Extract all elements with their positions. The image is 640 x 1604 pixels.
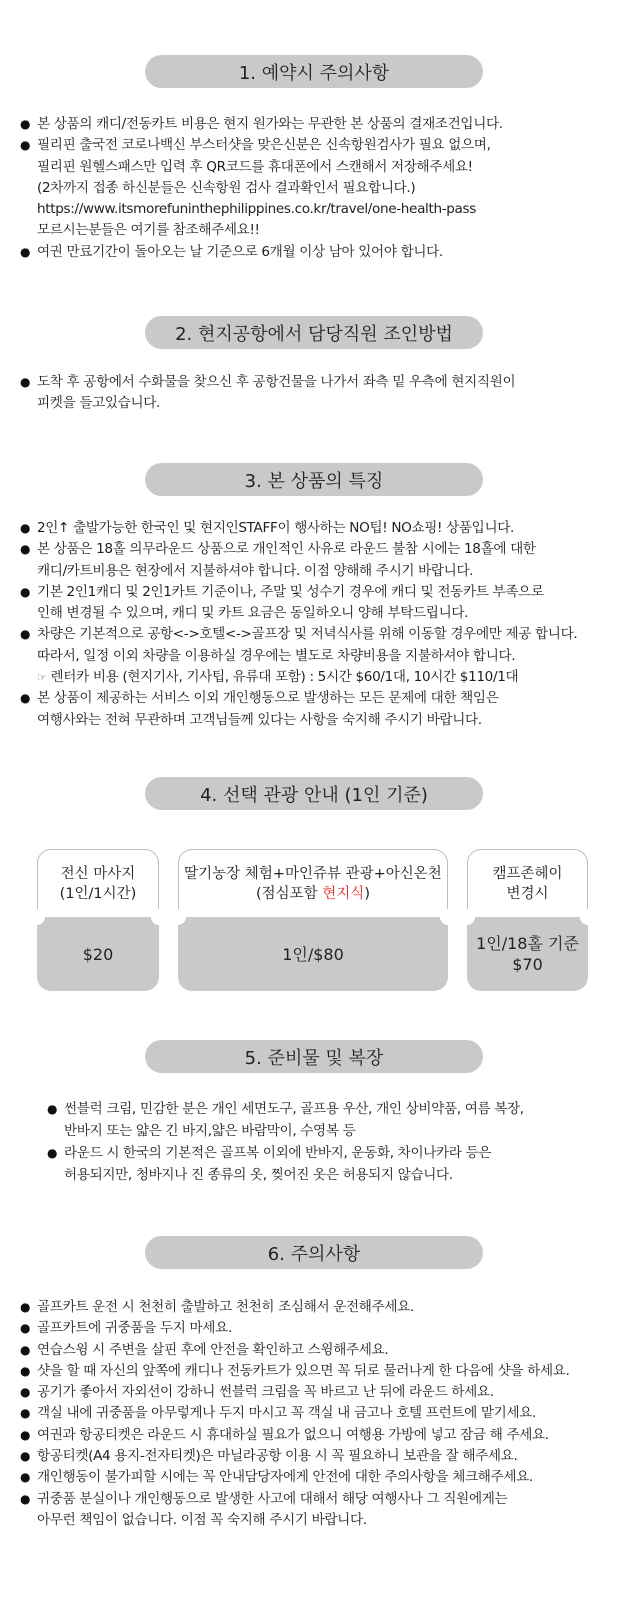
one-health-pass-link[interactable]: https://www.itsmorefuninthephilippines.co.kr/travel/one-health-pass bbox=[37, 201, 477, 218]
list-item: ● 귀중품 분실이나 개인행동으로 발생한 사고에 대해서 해당 여행사나 그 직원에게는 아무런 책임이 없습니다. 이점 꼭 숙지해 주시기 바랍니다. bbox=[20, 1489, 624, 1532]
list-item: ● 도착 후 공항에서 수화물을 찾으신 후 공항건물을 나가서 좌측 밑 우측에 현지직원이 피켓을 들고있습니다. bbox=[20, 372, 624, 415]
list-item: ● 골프카트에 귀중품을 두지 마세요. bbox=[20, 1318, 624, 1339]
option-card-strawberry-farm bbox=[178, 849, 448, 991]
option-detail: (점심포함 현지식) bbox=[256, 885, 370, 902]
list-item: ● 여권과 항공티켓은 라운드 시 휴대하실 필요가 없으니 여행용 가방에 넣고 잠금 해 주세요. bbox=[20, 1425, 624, 1446]
list-item: ● 객실 내에 귀중품을 아무렇게나 두지 마시고 꼭 객실 내 금고나 호텔 프런트에 맡기세요. bbox=[20, 1403, 624, 1424]
section-4-title: 4. 선택 관광 안내 (1인 기준) bbox=[145, 777, 483, 810]
list-item: ● 차량은 기본적으로 공항<->호텔<->골프장 및 저녁식사를 위해 이동할 경우에만 제공 합니다. 따라서, 일정 이외 차량을 이용하실 경우에는 별도로 차량비용을 지불하셔야 합니다. bbox=[20, 624, 624, 667]
list-item: ● 필리핀 출국전 코로나백신 부스터샷을 맞은신분은 신속항원검사가 필요 없으며, 필리핀 원헬스패스만 입력 후 QR코드를 휴대폰에서 스캔해서 저장해주세요! (2차까지 접종 하신분들은 신속항원 검사 결과확인서 필요합니다.) https://www.itsmorefuninthephilippines.co.kr/travel/one-health-pass 모르시는분들은 여기를 참조해주세요!! bbox=[20, 135, 624, 241]
option-name: 전신 마사지 bbox=[60, 865, 136, 882]
option-name: 캠프존헤이 bbox=[492, 865, 563, 882]
list-item: ● 연습스윙 시 주변을 살핀 후에 안전을 확인하고 스윙해주세요. bbox=[20, 1340, 624, 1361]
list-item: ● 여권 만료기간이 돌아오는 날 기준으로 6개월 이상 남아 있어야 합니다. bbox=[20, 242, 624, 263]
option-price: 1인/18홀 기준 bbox=[476, 934, 579, 953]
option-card-camp-john-hay bbox=[467, 849, 588, 991]
list-subitem: ☞ 렌터카 비용 (현지기사, 기사팁, 유류대 포함) : 5시간 $60/1대, 10시간 $110/1대 bbox=[37, 669, 519, 686]
section-6-list bbox=[20, 1297, 624, 1531]
list-item: ● 본 상품은 18홀 의무라운드 상품으로 개인적인 사유로 라운드 불참 시에는 18홀에 대한 캐디/카트비용은 현장에서 지불하셔야 합니다. 이점 양해해 주시기 바랍니다. bbox=[20, 539, 624, 582]
option-price: 1인/$80 bbox=[282, 944, 344, 964]
section-3-list bbox=[20, 518, 624, 731]
option-card-massage bbox=[37, 849, 159, 991]
option-name: 딸기농장 체험+마인쥬뷰 관광+아신온천 bbox=[184, 865, 442, 882]
section-1-list bbox=[20, 114, 624, 263]
list-item: ● 기본 2인1캐디 및 2인1카트 기준이나, 주말 및 성수기 경우에 캐디 및 전동카트 부족으로 인해 변경될 수 있으며, 캐디 및 카트 요금은 동일하오니 양해 부탁드립니다. bbox=[20, 582, 624, 625]
list-item: ● 골프카트 운전 시 천천히 출발하고 천천히 조심해서 운전해주세요. bbox=[20, 1297, 624, 1318]
option-detail: (1인/1시간) bbox=[59, 885, 137, 902]
section-1-title: 1. 예약시 주의사항 bbox=[145, 55, 483, 88]
list-item: ● 썬블럭 크림, 민감한 분은 개인 세면도구, 골프용 우산, 개인 상비약품, 여름 복장, 반바지 또는 얇은 긴 바지,얇은 바람막이, 수영복 등 bbox=[47, 1098, 624, 1142]
list-item: ● 항공티켓(A4 용지-전자티켓)은 마닐라공항 이용 시 꼭 필요하니 보관을 잘 해주세요. bbox=[20, 1446, 624, 1467]
section-2-list bbox=[20, 372, 624, 415]
section-5-list bbox=[47, 1098, 624, 1186]
list-item: ● 공기가 좋아서 자외선이 강하니 썬블럭 크림을 꼭 바르고 난 뒤에 라운드 하세요. bbox=[20, 1382, 624, 1403]
section-2-title: 2. 현지공항에서 담당직원 조인방법 bbox=[145, 316, 483, 349]
pointing-hand-icon: ☞ bbox=[37, 671, 47, 685]
list-item: ● 본 상품의 캐디/전동카트 비용은 현지 원가와는 무관한 본 상품의 결재조건입니다. bbox=[20, 114, 624, 135]
list-item: ● 샷을 할 때 자신의 앞쪽에 캐디나 전동카트가 있으면 꼭 뒤로 물러나게 한 다음에 샷을 하세요. bbox=[20, 1361, 624, 1382]
list-item: ● 개인행동이 불가피할 시에는 꼭 안내담당자에게 안전에 대한 주의사항을 체크해주세요. bbox=[20, 1467, 624, 1488]
option-detail: 변경시 bbox=[506, 885, 549, 902]
option-price: $20 bbox=[82, 944, 114, 964]
section-3-title: 3. 본 상품의 특징 bbox=[145, 463, 483, 496]
section-5-title: 5. 준비물 및 복장 bbox=[145, 1040, 483, 1073]
section-6-title: 6. 주의사항 bbox=[145, 1236, 483, 1269]
option-price-amount: $70 bbox=[512, 955, 543, 974]
list-item: ● 2인↑ 출발가능한 한국인 및 현지인STAFF이 행사하는 NO팁! NO쇼핑! 상품입니다. bbox=[20, 518, 624, 539]
list-item: ● 본 상품이 제공하는 서비스 이외 개인행동으로 발생하는 모든 문제에 대한 책임은 여행사와는 전혀 무관하며 고객님들께 있다는 사항을 숙지해 주시기 바랍니다. bbox=[20, 688, 624, 731]
list-item: ● 라운드 시 한국의 기본적은 골프복 이외에 반바지, 운동화, 차이나카라 등은 허용되지만, 청바지나 진 종류의 옷, 찢어진 옷은 허용되지 않습니다. bbox=[47, 1142, 624, 1186]
